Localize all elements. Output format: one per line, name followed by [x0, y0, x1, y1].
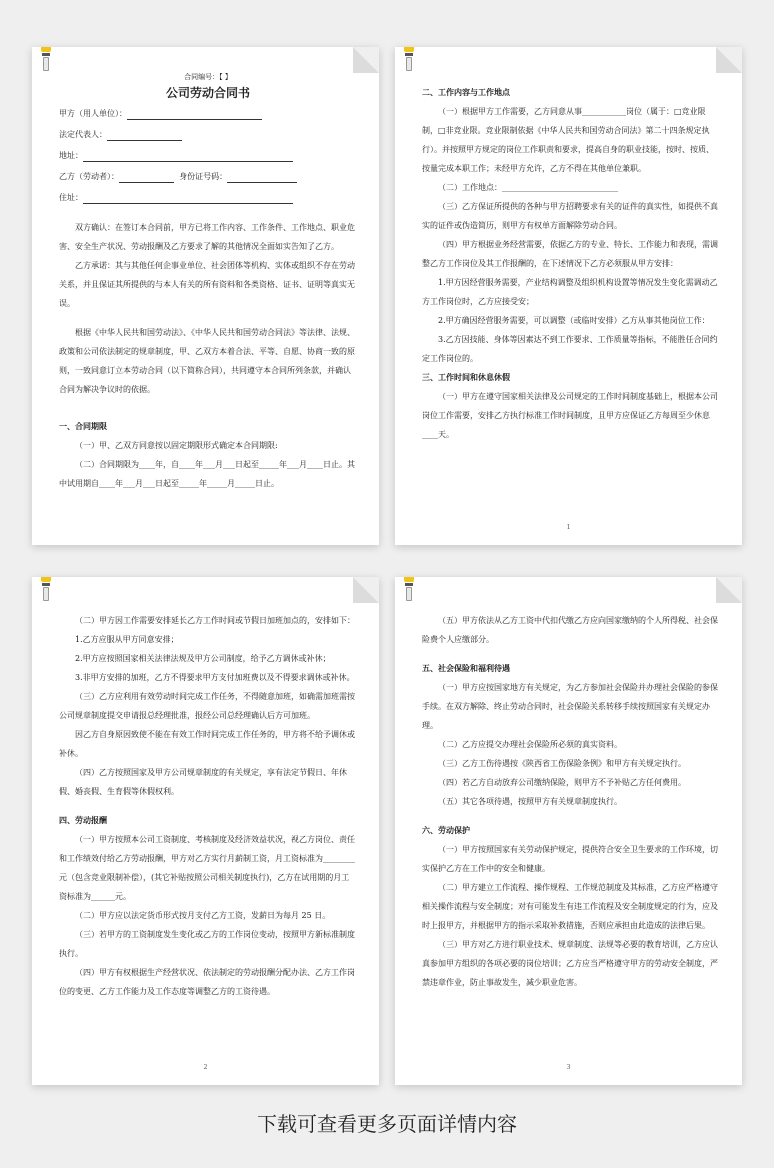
- page-curl-corner: [353, 47, 379, 73]
- section-heading: 四、劳动报酬: [59, 815, 107, 825]
- page-curl-corner: [716, 577, 742, 603]
- clause: （二）甲方应以法定货币形式按月支付乙方工资，发薪日为每月 25 日。: [75, 911, 331, 920]
- download-more-caption[interactable]: 下载可查看更多页面详情内容: [257, 1112, 517, 1136]
- clause: （二）甲方建立工作流程、操作规程、工作规范制度及其标准，乙方应严格遵守相关操作流程与安全制度；对有可能发生有违工作流程及安全制度规定的行为，应及时上报甲方，并根据甲方的指示采取补救措施，否则应承担由此造成的法律后果。: [422, 883, 718, 930]
- clause: （二）乙方应提交办理社会保险所必须的真实资料。: [438, 740, 622, 749]
- legal-basis: 根据《中华人民共和国劳动法》、《中华人民共和国劳动合同法》等法律、法规、政策和公司依法制定的规章制度，甲、乙双方本着合法、平等、自愿、协商一致的原则，一致同意订立本劳动合同（以下简称合同），共同遵守本合同所列条款，并确认合同为解决争议时的依据。: [59, 328, 355, 394]
- mutual-confirmation: 双方确认：在签订本合同前，甲方已将工作内容、工作条件、工作地点、职业危害、安全生产状况、劳动报酬及乙方要求了解的其他情况全面如实告知了乙方。: [59, 223, 355, 251]
- clause: （一）甲方按照国家有关劳动保护规定，提供符合安全卫生要求的工作环境，切实保护乙方在工作中的安全和健康。: [422, 845, 718, 873]
- clause: 3.非甲方安排的加班，乙方不得要求甲方支付加班费以及不得要求调休或补休。: [75, 673, 355, 682]
- residence-field: 住址：: [59, 187, 357, 208]
- clause: （二）合同期限为____年，自____年___月___日起至_____年___月____日止。其中试用期自____年___月___日起至_____年_____月_____日止。: [59, 460, 355, 488]
- contract-number: 合同编号：【 】: [184, 73, 232, 81]
- clause: 1.乙方应服从甲方同意安排；: [75, 635, 179, 644]
- clause: （三）乙方应利用有效劳动时间完成工作任务，不得随意加班，如确需加班需按公司规章制度提交申请报总经理批准，报经公司总经理确认后方可加班。: [59, 692, 355, 720]
- page-number: 2: [203, 1064, 208, 1071]
- legal-rep-field: 法定代表人：: [59, 124, 357, 145]
- section-heading: 六、劳动保护: [422, 825, 470, 835]
- party-b-promise: 乙方承诺：其与其他任何企事业单位、社会团体等机构、实体或组织不存在劳动关系，并且保证其所提供的与本人有关的所有资料和各类资格、证书、证明等真实无误。: [59, 261, 355, 308]
- page-curl-corner: [716, 47, 742, 73]
- page-content: [59, 611, 357, 1001]
- clause: 3.乙方因技能、身体等因素达不到工作要求、工作质量等指标，不能胜任合同约定工作岗位的。: [422, 335, 718, 363]
- page-content: [422, 611, 720, 992]
- section-heading: 五、社会保险和福利待遇: [422, 663, 510, 673]
- page-curl-corner: [353, 577, 379, 603]
- party-a-field: 甲方（用人单位）：: [59, 103, 357, 124]
- document-page-2: [32, 577, 379, 1085]
- clause: （二）甲方因工作需要安排延长乙方工作时间或节假日加班加点的，安排如下：: [75, 616, 355, 625]
- document-page-cover: [32, 47, 379, 545]
- pin-icon: [403, 47, 415, 71]
- document-page-3: [395, 577, 742, 1085]
- pin-icon: [40, 47, 52, 71]
- clause: （一）甲方应按国家地方有关规定，为乙方参加社会保险并办理社会保险的参保手续。在双方解除、终止劳动合同时，社会保险关系转移手续按照国家有关规定办理。: [422, 683, 718, 730]
- clause: （五）其它各项待遇，按照甲方有关规章制度执行。: [438, 797, 622, 806]
- page-number: 3: [566, 1064, 571, 1071]
- party-b-field: 乙方（劳动者）： 身份证号码：: [59, 166, 357, 187]
- document-page-1: [395, 47, 742, 545]
- clause: （三）甲方对乙方进行职业技术、规章制度、法规等必要的教育培训，乙方应认真参加甲方组织的各项必要的岗位培训；乙方应当严格遵守甲方的劳动安全制度，严禁违章作业，防止事故发生，减少职业危害。: [422, 940, 718, 987]
- page-content: [422, 83, 720, 444]
- clause: 2.甲方应按照国家相关法律法规及甲方公司制度，给予乙方调休或补休；: [75, 654, 331, 663]
- clause: （三）若甲方的工资制度发生变化或乙方的工作岗位变动，按照甲方新标准制度执行。: [59, 930, 355, 958]
- clause: （一）甲方在遵守国家相关法律及公司规定的工作时间制度基础上，根据本公司岗位工作需要，安排乙方执行标准工作时间制度，且甲方应保证乙方每周至少休息____天。: [422, 392, 718, 439]
- clause: （四）甲方根据业务经营需要，依据乙方的专业、特长、工作能力和表现，需调整乙方工作岗位及其工作报酬的，在下述情况下乙方必须服从甲方安排：: [422, 240, 718, 268]
- page-content: [59, 71, 357, 493]
- clause: （四）乙方按照国家及甲方公司规章制度的有关规定，享有法定节假日、年休假、婚丧假、生育假等休假权利。: [59, 768, 347, 796]
- address-field: 地址：: [59, 145, 357, 166]
- clause: （四）若乙方自动放弃公司缴纳保险，则甲方不予补贴乙方任何费用。: [438, 778, 686, 787]
- clause: 2.甲方确因经营服务需要，可以调整（或临时安排）乙方从事其他岗位工作：: [438, 316, 710, 325]
- clause: （一）甲方按照本公司工资制度、考核制度及经济效益状况，视乙方岗位、责任和工作绩效付给乙方劳动报酬，甲方对乙方实行月薪制工资，月工资标准为________元（包含竞业限制补偿），(其它补贴按照公司相关制度执行)，乙方在试用期的月工资标准为______元。: [59, 835, 355, 901]
- clause: （一）甲、乙双方同意按以固定期限形式确定本合同期限:: [75, 441, 278, 450]
- section-heading: 二、工作内容与工作地点: [422, 87, 510, 97]
- page-number: 1: [566, 524, 571, 531]
- clause: （四）甲方有权根据生产经营状况、依法制定的劳动报酬分配办法、乙方工作岗位的变更、乙方工作能力及工作态度等调整乙方的工资待遇。: [59, 968, 355, 996]
- clause: （五）甲方依法从乙方工资中代扣代缴乙方应向国家缴纳的个人所得税、社会保险费个人应缴部分。: [422, 616, 718, 644]
- section-heading: 三、工作时间和休息休假: [422, 372, 510, 382]
- pin-icon: [40, 577, 52, 601]
- pin-icon: [403, 577, 415, 601]
- clause: （二）工作地点：_____________________________: [438, 183, 618, 192]
- contract-title: 公司劳动合同书: [165, 86, 250, 100]
- clause: （三）乙方工伤待遇按《陕西省工伤保险条例》和甲方有关规定执行。: [438, 759, 686, 768]
- clause: （三）乙方保证所提供的各种与甲方招聘要求有关的证件的真实性，如提供不真实的证件或伪造简历，则甲方有权单方面解除劳动合同。: [422, 202, 718, 230]
- clause: 1.甲方因经营服务需要，产业结构调整及组织机构设置等情况发生变化需调动乙方工作岗位时，乙方应接受安；: [422, 278, 718, 306]
- clause: （一）根据甲方工作需要，乙方同意从事___________岗位（属于：□竞业限制，□非竞业限。竞业限制依据《中华人民共和国劳动合同法》第二十四条规定执行）。并按照甲方规定的岗位工作职责和要求，提高自身的职业技能，按时、按质、按量完成本职工作；未经甲方允许，乙方不得在其他单位兼职。: [422, 107, 714, 173]
- clause: 因乙方自身原因致使不能在有效工作时间完成工作任务的，甲方将不给予调休或补休。: [59, 730, 355, 758]
- section-heading: 一、合同期限: [59, 421, 107, 431]
